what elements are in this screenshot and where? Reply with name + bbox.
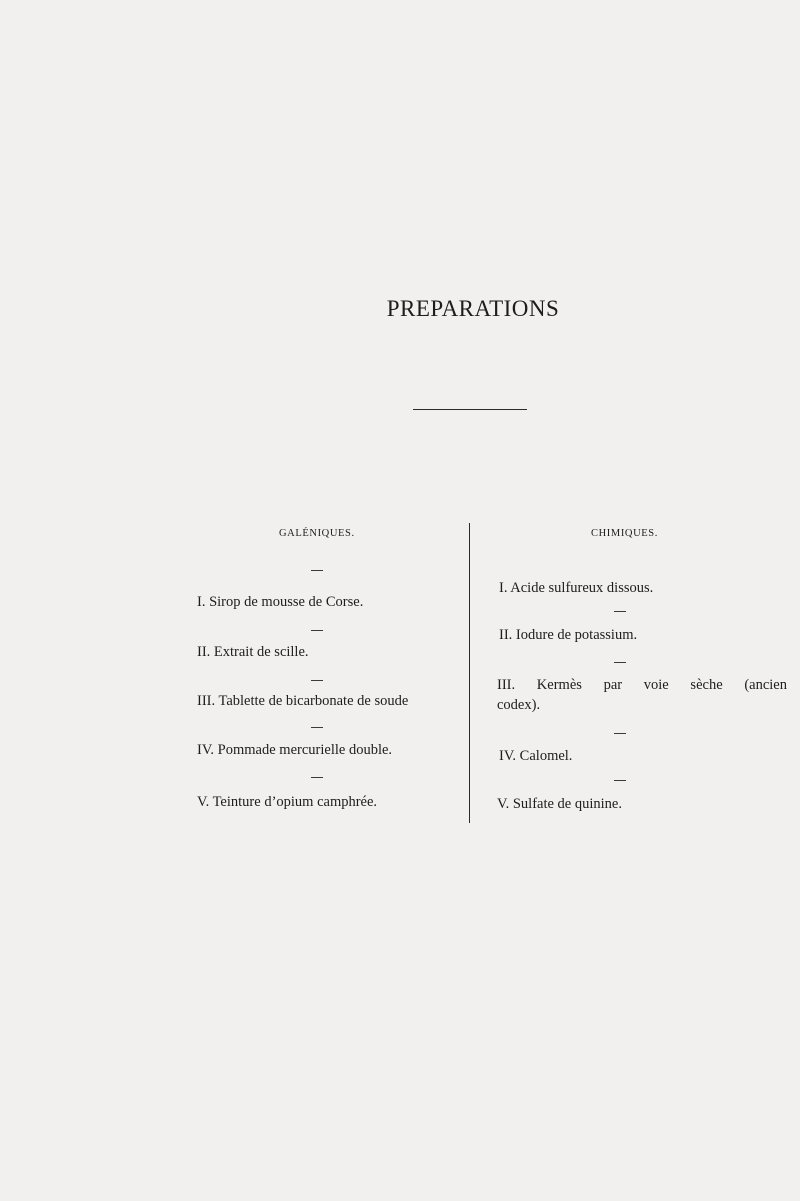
column-divider	[469, 523, 470, 823]
list-item-galenique-5: V. Teinture d’opium camphrée.	[197, 794, 378, 810]
page-title-container	[0, 296, 800, 322]
separator-dash	[614, 611, 626, 612]
list-item-chimique-2: II. Iodure de potassium.	[499, 627, 638, 643]
list-item-chimique-3-line2: codex).	[497, 697, 541, 713]
column-heading-chimiques: CHIMIQUES.	[591, 528, 658, 539]
list-item-galenique-4: IV. Pommade mercurielle double.	[197, 742, 393, 758]
column-heading-galeniques: GALÉNIQUES.	[279, 528, 355, 539]
page-title: PREPARATIONS	[386, 296, 560, 321]
separator-dash	[614, 780, 626, 781]
list-item-chimique-1: I. Acide sulfureux dissous.	[499, 580, 654, 596]
list-item-galenique-3: III. Tablette de bicarbonate de soude	[197, 693, 409, 709]
list-item-chimique-3-line1: III. Kermès par voie sèche (ancien	[497, 677, 787, 693]
separator-dash	[311, 570, 323, 571]
list-item-chimique-3	[497, 675, 787, 715]
separator-dash	[311, 630, 323, 631]
list-item-galenique-2: II. Extrait de scille.	[197, 644, 309, 660]
separator-dash	[311, 727, 323, 728]
separator-dash	[614, 733, 626, 734]
list-item-chimique-4: IV. Calomel.	[499, 748, 573, 764]
list-item-chimique-5: V. Sulfate de quinine.	[497, 796, 622, 812]
separator-dash	[614, 662, 626, 663]
separator-dash	[311, 777, 323, 778]
separator-dash	[311, 680, 323, 681]
list-item-galenique-1: I. Sirop de mousse de Corse.	[197, 594, 364, 610]
title-rule	[413, 409, 527, 410]
